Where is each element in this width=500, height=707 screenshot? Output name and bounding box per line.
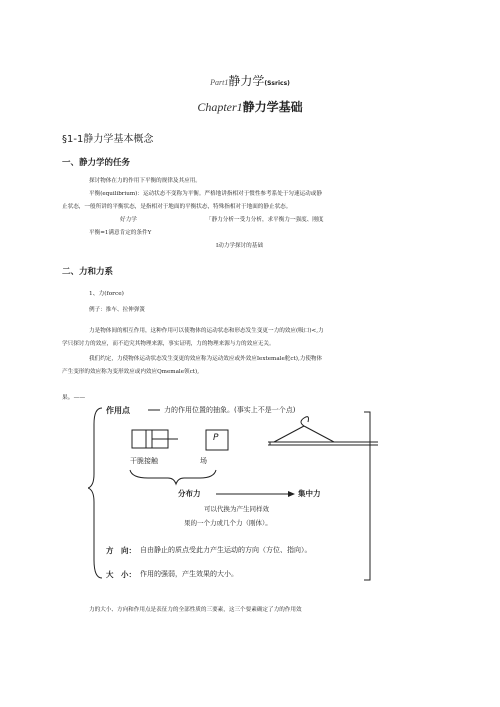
s1-line4a: 好力学 — [120, 217, 137, 223]
p-symbol: P — [213, 433, 219, 443]
contact-label: 干脆接触 — [130, 457, 158, 465]
right-bracket — [364, 412, 370, 580]
s1-line2: 平衡(equilibrium)：运动状态不变称为平衡。严格地讲指相对于惯性参考系处于匀速运动或静 — [89, 191, 322, 197]
para1-line1: 力是物体间的相互作用，这种作用可以使物体的运动状态和形态发生变更一力的效应(吸口)<,力 — [89, 328, 324, 334]
note-line2: 果的一个力或几个力（刚体）。 — [184, 519, 272, 527]
arrow-head-icon — [288, 491, 295, 497]
para2-line2: 产生变形的效应称为变形效应或内效应Qmemale领ct), — [62, 369, 199, 375]
s1-line5: 平衡=1满意肯定的条件Y — [89, 230, 152, 236]
note-line1: 可以代换为产生同样效 — [204, 505, 269, 513]
part-title — [0, 72, 500, 89]
hanger-icon — [268, 417, 378, 445]
force-elements-figure — [88, 346, 378, 590]
point-desc: 力的作用位置的抽象。(事实上不是一个点) — [164, 406, 296, 414]
s1-line3: 止状态，一般所讲的平衡状态，是指相对于地面的平衡状态，特殊指相对于地面的静止状态。 — [62, 204, 292, 210]
section-heading: §1-1静力学基本概念 — [62, 134, 154, 145]
item-force: 1、力(force) — [89, 291, 124, 297]
example-line: 例子：推车、拉伸弹簧 — [89, 307, 145, 313]
heading-force: 二、力和力系 — [62, 267, 114, 277]
s1-line6: I动力学探讨的基础 — [216, 243, 263, 249]
heading-task: 一、静力学的任务 — [62, 158, 131, 168]
footer-line: 力的大小、方向和作用点是表征力的全部性质的三要素，这三个要素确定了力的作用效 — [89, 607, 302, 613]
point-label: 作用点 — [106, 406, 130, 415]
part-suffix: (Ssrics) — [264, 80, 290, 87]
s1-line4b: 「静力分析一受力分析，求平衡力一强度、刚度 — [206, 217, 324, 223]
distributed-force: 分布力 — [178, 489, 201, 498]
direction-label: 方 向： — [106, 546, 136, 555]
para2-line1: 我们约定，力使物体运动状态发生变更的效应称为运动效应或外效应Iextemale舵ct),力使物体 — [89, 356, 323, 362]
magnitude-label: 大 小： — [106, 570, 136, 579]
chapter-title — [0, 98, 500, 115]
concentrated-force: 集中力 — [298, 489, 321, 498]
part-prefix: Part1 — [210, 78, 229, 87]
field-label: 场 — [200, 457, 207, 465]
piston-icon — [132, 430, 178, 448]
s1-line1: 探讨物体在力的作用下平衡的规律及其应用。 — [89, 178, 201, 184]
part-title-text: 静力学 — [228, 74, 265, 88]
chapter-title-text: 静力学基础 — [242, 100, 303, 114]
para1-line2: 学只探讨力的效应，而不追究其物理来源，事实证明，力的物理来源与力的效应无关。 — [62, 341, 275, 347]
left-brace — [88, 408, 102, 578]
chapter-prefix: Chapter1 — [197, 100, 243, 114]
magnitude-desc: 作用的强弱，产生效果的大小。 — [140, 570, 238, 578]
contact-brace — [130, 470, 216, 484]
fragment-text: 果。—— — [62, 395, 86, 401]
direction-desc: 自由静止的质点受此力产生运动的方向（方位、指向）。 — [140, 546, 312, 554]
